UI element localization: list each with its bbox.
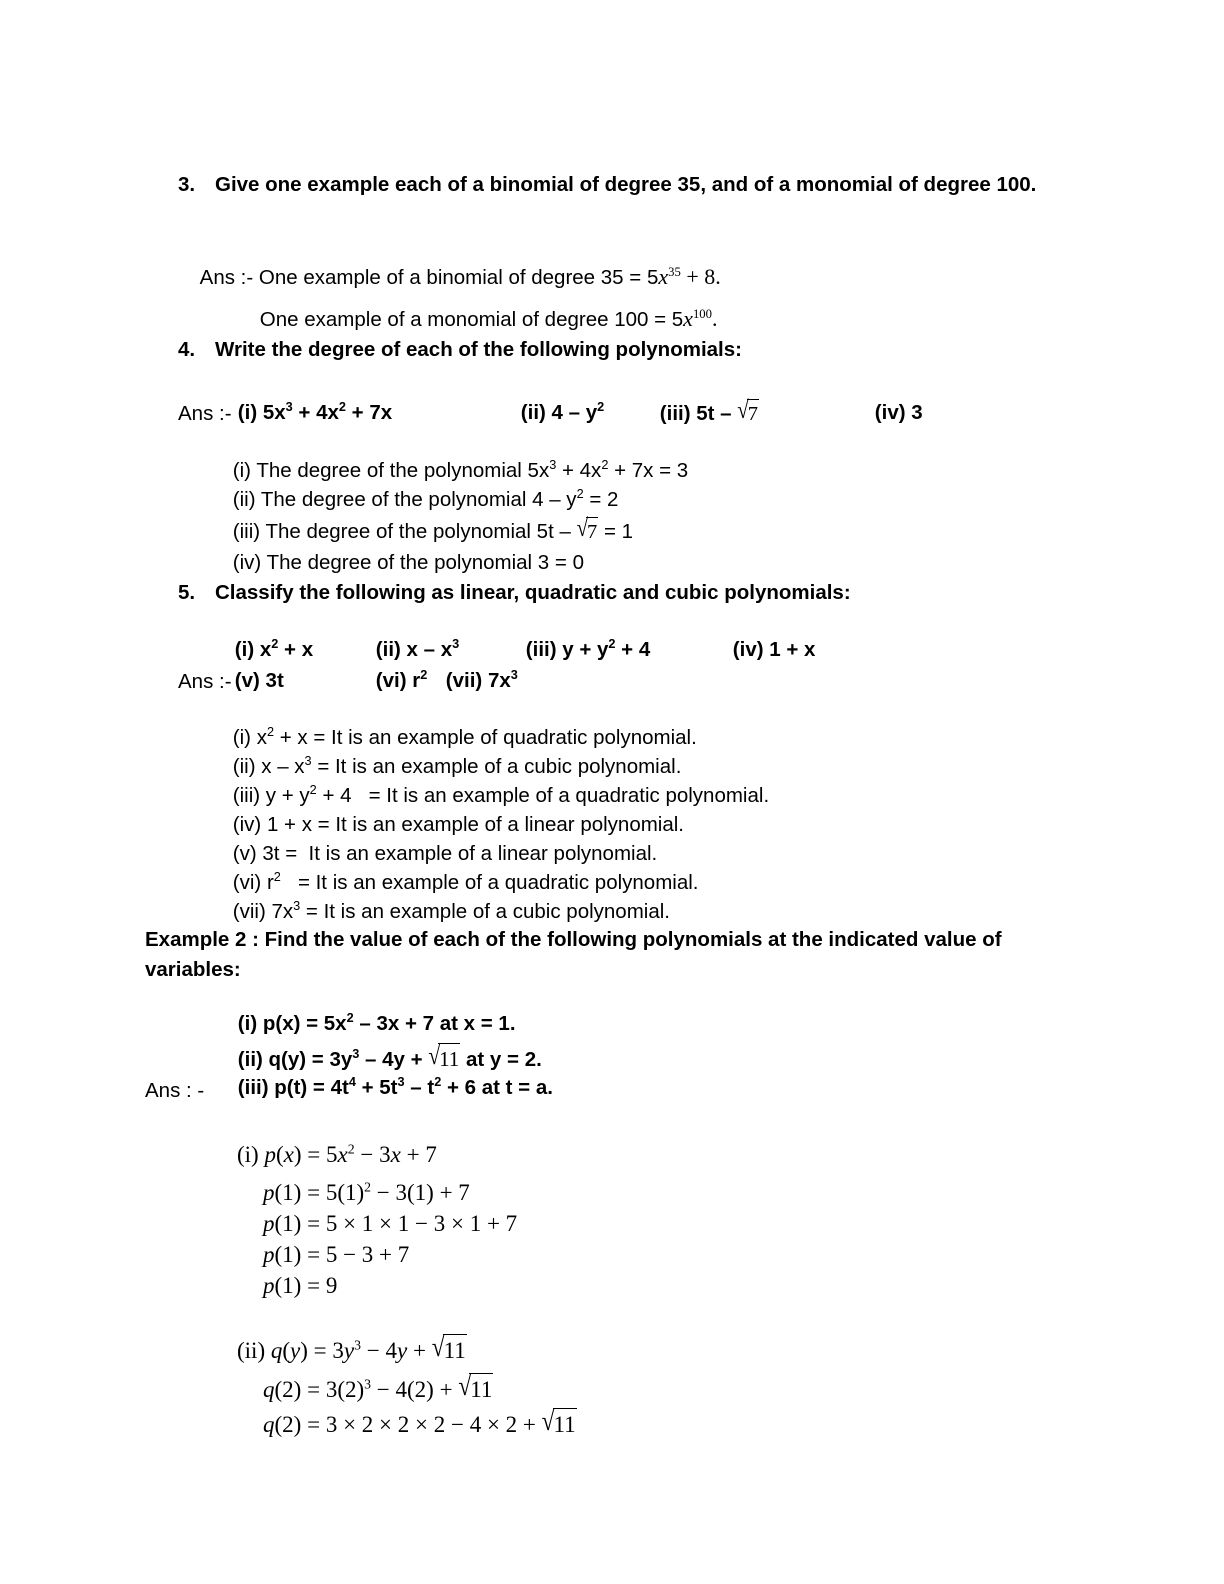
ex2-work-ii-l3-arg: 2	[282, 1411, 294, 1437]
example-2-work-i-line-4: p(1) = 5 − 3 + 7	[263, 1241, 410, 1267]
q4-ans1-pre: (i) The degree of the polynomial 5x	[232, 458, 550, 482]
q4-ans1-mid: + 4x	[556, 458, 602, 482]
q5-ans2-pre: (ii) x – x	[232, 754, 305, 778]
ex2-work-i-l4-fn: p	[263, 1241, 275, 1267]
ex2-work-ii-l3-fn: q	[263, 1411, 275, 1437]
q5-ans6-exp: 2	[273, 868, 281, 884]
ex2-work-i-l2-arg: 1	[282, 1179, 294, 1205]
q5-ans5-pre: (v) 3t = It is an example of a linear polynomial.	[232, 841, 658, 865]
ex2-item1-tail: – 3x + 7 at x = 1.	[353, 1011, 516, 1035]
q5-item2-exp: 3	[452, 635, 460, 651]
q3-ans2-pre: One example of a monomial of degree 100 = 5	[259, 307, 684, 331]
q4-item3-radicand: 7	[747, 399, 759, 429]
q5-item6-exp: 2	[420, 666, 428, 682]
sqrt-icon: √11	[432, 1334, 467, 1366]
question-3-answer-label: Ans :-	[199, 265, 254, 289]
q3-ans1-post: + 8.	[680, 263, 721, 289]
ex2-work-ii-l1-fn: q	[270, 1337, 283, 1363]
ex2-work-i-l2-rhs-pre: = 5(1)	[301, 1179, 365, 1205]
q4-ans2-pre: (ii) The degree of the polynomial 4 – y	[232, 487, 577, 511]
q4-ans1-exp2: 2	[601, 456, 609, 472]
q5-item3-tail: + 4	[615, 637, 651, 661]
sqrt-icon: √11	[458, 1373, 493, 1405]
q5-item1-exp: 2	[271, 635, 279, 651]
ex2-work-i-l3-fn: p	[263, 1210, 275, 1236]
q5-ans3-pre: (iii) y + y	[232, 783, 310, 807]
question-4-text: Write the degree of each of the following polynomials:	[215, 338, 742, 361]
ex2-item1-pre: (i) p(x) = 5x	[237, 1011, 347, 1035]
question-3-number: 3.	[178, 173, 196, 196]
q5-ans7-pre: (vii) 7x	[232, 899, 294, 923]
q5-item4-label: (iv) 1 + x	[732, 637, 816, 661]
q5-ans1-exp: 2	[266, 723, 275, 739]
ex2-item3-mid2: – t	[404, 1075, 435, 1099]
q4-ans3-pre: (iii) The degree of the polynomial 5t –	[232, 519, 577, 543]
q4-item2-label: (ii) 4 – y	[520, 400, 598, 424]
q4-ans1-exp1: 3	[549, 456, 557, 472]
q4-ans2-tail: = 2	[583, 487, 619, 511]
ex2-work-i-l5-fn: p	[263, 1272, 275, 1298]
question-5-text: Classify the following as linear, quadratic and cubic polynomials:	[215, 581, 851, 604]
example-2-work-i-line-2: $p(1) = 5(1)^2 - 3(1) + 7$	[263, 1179, 470, 1205]
ex2-item3-exp2: 3	[397, 1073, 405, 1089]
q3-ans1-pre: One example of a binomial of degree 35 = 5	[258, 265, 659, 289]
ex2-work-i-l1-rhs-var: x	[337, 1141, 348, 1167]
example-2-work-ii-line-1: (ii) $q(y) = 3y^3 - 4y + √11$	[214, 1304, 467, 1396]
ex2-work-i-l2-rhs-exp: 2	[364, 1179, 372, 1195]
ex2-work-i-l2-rhs-tail: − 3(1) + 7	[371, 1179, 470, 1205]
q5-item5-label: (v) 3t	[234, 668, 284, 692]
q4-item1-exp1: 3	[285, 398, 293, 414]
q3-ans2-post: .	[712, 305, 718, 331]
ex2-work-ii-l1-rhs-pre: = 3	[307, 1337, 344, 1363]
ex2-work-i-l4-arg: 1	[282, 1241, 294, 1267]
question-5-item-4	[710, 608, 815, 691]
q5-ans2-exp: 3	[304, 752, 312, 768]
q5-ans1-tail: + x = It is an example of quadratic polynomial.	[274, 725, 697, 749]
sqrt-icon: √7	[577, 517, 599, 547]
question-5-answer-label: Ans :-	[178, 670, 232, 693]
ex2-work-ii-l3-rhs-pre: = 3 × 2 × 2 × 2 − 4 × 2 +	[301, 1411, 542, 1437]
q5-ans3-tail: + 4 = It is an example of a quadratic polynomial.	[316, 783, 770, 807]
ex2-work-ii-l2-radicand: 11	[469, 1373, 493, 1405]
q5-ans1-pre: (i) x	[232, 725, 267, 749]
example-2-work-ii-line-3: q(2) = 3 × 2 × 2 × 2 − 4 × 2 + √11	[240, 1378, 577, 1470]
ex2-work-ii-l2-fn: q	[263, 1376, 275, 1402]
sqrt-icon: √7	[737, 399, 759, 429]
ex2-work-i-l5-rhs: = 9	[301, 1272, 338, 1298]
ex2-work-ii-l1-arg: y	[290, 1337, 301, 1363]
ex2-work-ii-l2-rhs-mid: − 4(2) +	[371, 1376, 459, 1402]
ex2-item2-mid: – 4y +	[359, 1047, 429, 1071]
example-2-answer-label: Ans : -	[145, 1079, 205, 1102]
ex2-work-ii-l2-rhs-pre: = 3(2)	[301, 1376, 365, 1402]
q4-item3-label: (iii) 5t –	[659, 401, 738, 425]
question-3-heading	[178, 170, 1048, 199]
ex2-work-ii-l1-rhs-var: y	[343, 1337, 355, 1363]
q5-ans6-tail: = It is an example of a quadratic polynomial.	[280, 870, 699, 894]
question-4-heading	[178, 335, 1048, 364]
ex2-item3-exp3: 2	[434, 1073, 442, 1089]
example-2-heading: Example 2 : Find the value of each of the following polynomials at the indicated value of variables:	[145, 928, 1002, 981]
ex2-work-i-l1-rhs-exp: 2	[347, 1141, 355, 1157]
ex2-item2-radicand: 11	[438, 1043, 460, 1073]
example-2-work-i-line-3: p(1) = 5 × 1 × 1 − 3 × 1 + 7	[263, 1210, 518, 1236]
ex2-item2-pre: (ii) q(y) = 3y	[237, 1047, 353, 1071]
question-3-text: Give one example each of a binomial of degree 35, and of a monomial of degree 100.	[215, 173, 1037, 196]
ex2-work-i-l1-fn: p	[264, 1141, 276, 1167]
q5-item7-exp: 3	[510, 666, 518, 682]
question-4-item-4	[852, 371, 923, 454]
example-2-work-ii-line-2: $q(2) = 3(2)^3 - 4(2) + √11$	[240, 1343, 493, 1435]
ex2-work-ii-l1-rhs-mid: − 4y +	[361, 1337, 432, 1363]
ex2-work-i-l3-rhs: = 5 × 1 × 1 − 3 × 1 + 7	[301, 1210, 518, 1236]
ex2-work-i-l1-arg: x	[283, 1141, 294, 1167]
q5-ans2-tail: = It is an example of a cubic polynomial.	[311, 754, 682, 778]
q4-item1-tail: + 7x	[345, 400, 393, 424]
q4-ans1-tail: + 7x = 3	[608, 458, 689, 482]
q3-ans1-variable: x	[658, 263, 669, 289]
q3-ans2-exponent: 100	[692, 306, 712, 321]
q5-item2-label: (ii) x – x	[375, 637, 453, 661]
q5-item1-label: (i) x	[234, 637, 272, 661]
sqrt-icon: √11	[428, 1043, 460, 1074]
q5-ans7-exp: 3	[293, 897, 301, 913]
q4-item1-exp2: 2	[338, 398, 346, 414]
example-2-work-i-line-1: (i) $p(x) = 5x^2 - 3x + 7$	[237, 1141, 437, 1167]
ex2-item2-tail: at y = 2.	[460, 1047, 542, 1071]
ex2-work-i-l1-rhs-pre: = 5	[301, 1141, 338, 1167]
ex2-work-ii-marker: (ii)	[237, 1337, 266, 1363]
q4-ans2-exp1: 2	[576, 485, 584, 501]
example-2-work-i-line-5: p(1) = 9	[263, 1272, 338, 1298]
q4-ans3-radicand: 7	[586, 517, 598, 547]
q5-ans7-tail: = It is an example of a cubic polynomial.	[300, 899, 670, 923]
sqrt-icon: √11	[542, 1408, 577, 1440]
q4-item2-exp1: 2	[597, 398, 605, 414]
q5-ans4-pre: (iv) 1 + x = It is an example of a linear polynomial.	[232, 812, 685, 836]
ex2-work-ii-l2-rhs-exp: 3	[364, 1376, 372, 1392]
q3-ans2-variable: x	[683, 305, 693, 331]
ex2-work-i-l2-fn: p	[263, 1179, 275, 1205]
ex2-work-ii-l1-rhs-exp: 3	[354, 1337, 362, 1353]
ex2-item2-exp: 3	[352, 1045, 360, 1061]
ex2-work-i-marker: (i)	[237, 1141, 259, 1167]
ex2-item3-mid: + 5t	[355, 1075, 398, 1099]
ex2-work-i-l1-rhs-tail: − 3x + 7	[354, 1141, 437, 1167]
ex2-item3-pre: (iii) p(t) = 4t	[237, 1075, 349, 1099]
ex2-item3-tail: + 6 at t = a.	[441, 1075, 553, 1099]
ex2-work-ii-l1-radicand: 11	[443, 1334, 467, 1366]
question-4-answer-label: Ans :-	[178, 402, 232, 425]
question-5-item-3	[503, 608, 650, 691]
ex2-item3-exp1: 4	[348, 1073, 356, 1089]
q3-ans1-exponent: 35	[668, 264, 681, 279]
ex2-work-ii-l2-arg: 2	[282, 1376, 294, 1402]
question-5-heading	[178, 578, 1048, 607]
q5-item6-label: (vi) r	[375, 668, 421, 692]
ex2-work-ii-l3-radicand: 11	[553, 1408, 577, 1440]
q4-ans3-tail: = 1	[598, 519, 634, 543]
q5-item1-tail: + x	[278, 637, 314, 661]
ex2-work-i-l5-arg: 1	[282, 1272, 294, 1298]
q5-item7-label: (vii) 7x	[445, 668, 511, 692]
ex2-item1-exp: 2	[346, 1009, 354, 1025]
q5-ans3-exp: 2	[309, 781, 317, 797]
q5-item3-label: (iii) y + y	[525, 637, 609, 661]
q4-item4-label: (iv) 3	[874, 400, 923, 424]
question-4-number: 4.	[178, 338, 196, 361]
q4-item1-label: (i) 5x	[237, 400, 286, 424]
question-5-number: 5.	[178, 581, 196, 604]
ex2-work-i-l3-arg: 1	[282, 1210, 294, 1236]
q4-item1-mid: + 4x	[292, 400, 339, 424]
ex2-work-i-l4-rhs: = 5 − 3 + 7	[301, 1241, 410, 1267]
q5-ans6-pre: (vi) r	[232, 870, 274, 894]
q5-item3-exp: 2	[608, 635, 616, 651]
q4-ans4-pre: (iv) The degree of the polynomial 3 = 0	[232, 550, 584, 574]
